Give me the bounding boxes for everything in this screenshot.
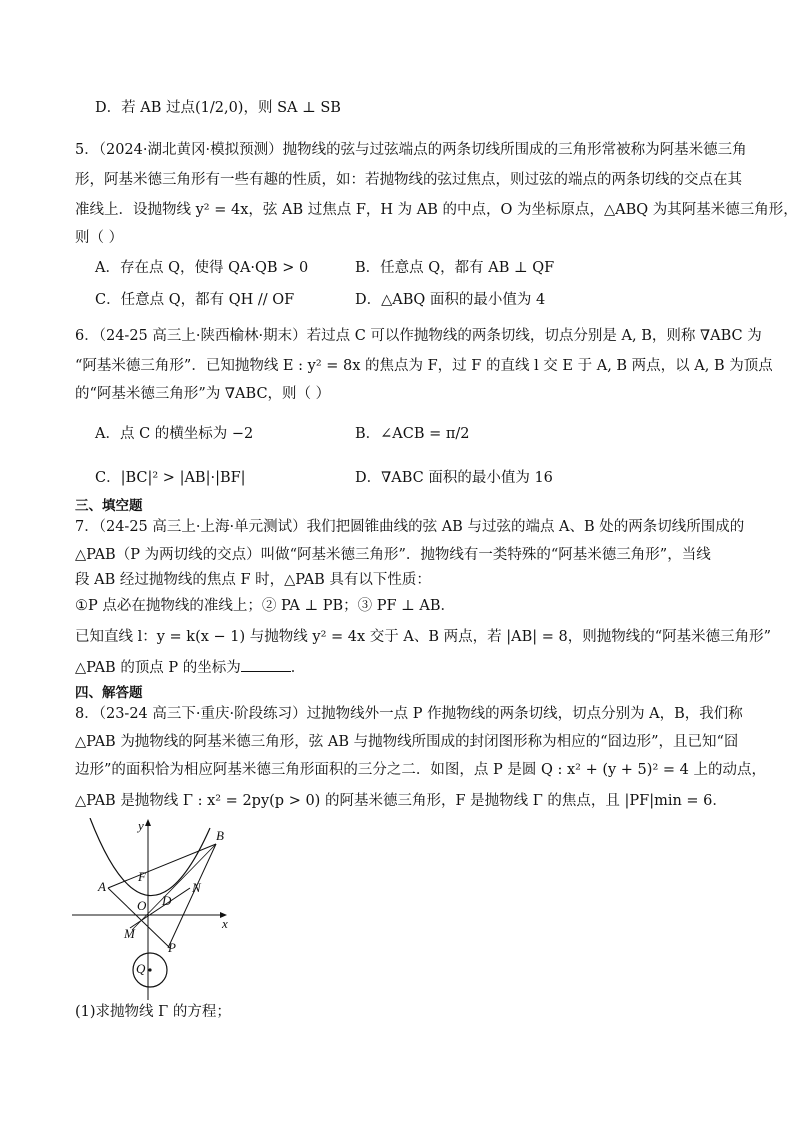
text-line: D．△ABQ 面积的最小值为 4: [355, 292, 546, 308]
section-heading: 三、填空题: [75, 498, 143, 514]
label-d: D: [162, 893, 172, 908]
text-line: 段 AB 经过抛物线的焦点 F 时，△PAB 具有以下性质：: [75, 572, 431, 588]
text-line: 已知直线 l：y = k(x − 1) 与抛物线 y² = 4x 交于 A、B 两点，若 |AB| = 8，则抛物线的“阿基米德三角形”: [75, 629, 772, 645]
text-line: C．|BC|² > |AB|·|BF|: [95, 470, 246, 486]
text-line: C．任意点 Q，都有 QH // OF: [95, 292, 295, 308]
label-a: A: [98, 879, 106, 894]
text-line: △PAB 是抛物线 Γ : x² = 2py(p > 0) 的阿基米德三角形，F 是抛物线 Γ 的焦点，且 |PF|min = 6．: [75, 793, 727, 809]
label-p: P: [168, 940, 176, 955]
section-heading: 四、解答题: [75, 685, 143, 701]
label-x: x: [222, 916, 228, 931]
label-o: O: [137, 898, 147, 913]
answer-blank[interactable]: [241, 657, 291, 672]
label-y: y: [138, 818, 144, 833]
text-line: 的“阿基米德三角形”为 ∇ABC，则（ ）: [75, 386, 331, 402]
text-line: B．∠ACB = π/2: [355, 426, 470, 442]
label-f: F: [138, 869, 146, 884]
point-q: [148, 968, 151, 971]
label-n: N: [192, 880, 201, 895]
parabola-figure: [70, 818, 240, 1008]
text-line: 8．（23-24 高三下·重庆·阶段练习）过抛物线外一点 P 作抛物线的两条切线，切点分别为 A，B，我们称: [75, 706, 743, 722]
text-line: A．存在点 Q，使得 QA·QB > 0: [95, 260, 309, 276]
text-line: 6．（24-25 高三上·陕西榆林·期末）若过点 C 可以作抛物线的两条切线，切点分别是 A, B，则称 ∇ABC 为: [75, 328, 762, 344]
text-line: 则（ ）: [75, 230, 124, 246]
line-bm: [132, 844, 216, 930]
text-line: D．∇ABC 面积的最小值为 16: [355, 470, 553, 486]
text-line: “阿基米德三角形”．已知抛物线 E : y² = 8x 的焦点为 F，过 F 的直线 l 交 E 于 A, B 两点，以 A, B 为顶点: [75, 358, 773, 374]
text-line: 5．（2024·湖北黄冈·模拟预测）抛物线的弦与过弦端点的两条切线所围成的三角形常被称为阿基米德三角: [75, 142, 747, 158]
y-axis-arrow: [145, 819, 151, 826]
text-line: D．若 AB 过点(1/2,0)，则 SA ⊥ SB: [95, 100, 341, 116]
text-line: (1)求抛物线 Γ 的方程；: [75, 1004, 231, 1020]
text-line: 7．（24-25 高三上·上海·单元测试）我们把圆锥曲线的弦 AB 与过弦的端点 A、B 处的两条切线所围成的: [75, 519, 745, 535]
tangent-b: [168, 844, 216, 948]
text-line: 边形”的面积恰为相应阿基米德三角形面积的三分之二．如图，点 P 是圆 Q : x² + (y + 5)² = 4 上的动点，: [75, 762, 766, 778]
text-line: B．任意点 Q，都有 AB ⊥ QF: [355, 260, 555, 276]
text-line: ①P 点必在抛物线的准线上；② PA ⊥ PB；③ PF ⊥ AB．: [75, 598, 456, 614]
label-b: B: [216, 828, 224, 843]
text-line: △PAB（P 为两切线的交点）叫做“阿基米德三角形”．抛物线有一类特殊的“阿基米德三角形”，当线: [75, 547, 711, 563]
tangent-a: [108, 888, 170, 948]
text-line: △PAB 为抛物线的阿基米德三角形，弦 AB 与抛物线所围成的封闭图形称为相应的“囧边形”，且已知“囧: [75, 734, 739, 750]
label-m: M: [124, 926, 135, 941]
text-line: △PAB 的顶点 P 的坐标为 ．: [75, 657, 305, 678]
text-line: 形，阿基米德三角形有一些有趣的性质，如：若抛物线的弦过焦点，则过弦的端点的两条切线的交点在其: [75, 172, 742, 188]
text-line: A．点 C 的横坐标为 −2: [95, 426, 254, 442]
label-q: Q: [136, 961, 146, 976]
text-line: 准线上．设抛物线 y² = 4x，弦 AB 过焦点 F，H 为 AB 的中点，O 为坐标原点，△ABQ 为其阿基米德三角形，: [75, 202, 798, 218]
